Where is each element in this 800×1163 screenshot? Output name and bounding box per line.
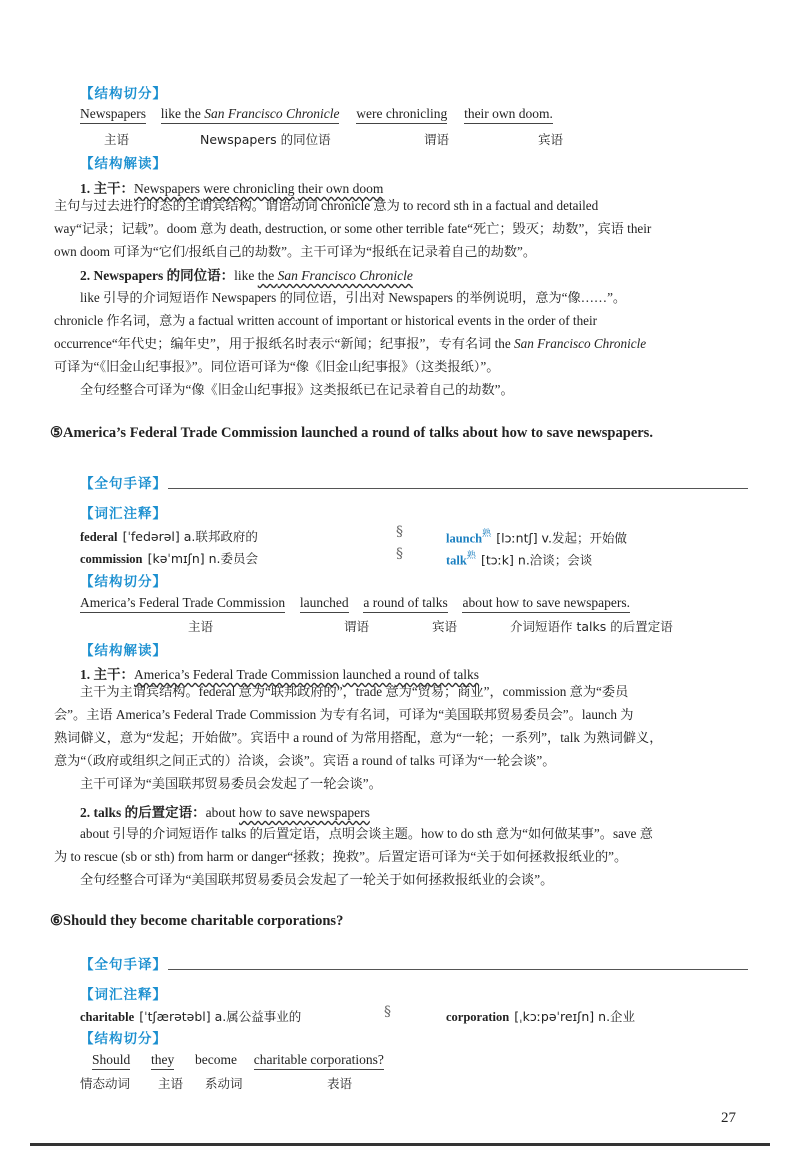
translate-label-s5: 【全句手译】 [80, 476, 167, 492]
s5-translation-line[interactable] [168, 488, 748, 489]
s6-role-linking-verb: 系动词 [205, 1076, 243, 1091]
s4-p2-body: like 引导的介词短语作 Newspapers 的同位语，引出对 Newspapers 的举例说明，意为“像……”。 chronicle 作名词，意为 a factual written account of important or historical events in the order of their occurrence“年代史；编年史”，用于报纸名时表示“新闻；纪事报”，专有名词 the San Francisco Chronicle 可译为“《旧金山纪事报》”。同位语可译为“像《旧金山纪事报》（这类报纸）”。 全句经整合可译为“像《旧金山纪事报》这类报纸已在记录着自己的劫数”。 [54, 290, 647, 397]
familiar-word-badge-icon: 熟 [466, 551, 476, 561]
vocab-divider-icon: § [396, 546, 403, 562]
s4-word-subject: Newspapers [80, 106, 146, 124]
s4-role-subject: 主语 [104, 132, 130, 147]
translate-label-s6: 【全句手译】 [80, 957, 167, 973]
s5-p1-heading: 1. 主干：America’s Federal Trade Commission launched a round of talks [80, 667, 479, 682]
s4-role-appositive: Newspapers 的同位语 [200, 132, 331, 147]
s6-sentence: ⑥Should they become charitable corporations? [50, 913, 344, 929]
vocab-divider-icon: § [396, 524, 403, 540]
vocab-label-s5: 【词汇注释】 [80, 506, 167, 522]
s5-vocab-commission: commission [kəˈmɪʃn] n.委员会 [80, 551, 259, 566]
familiar-word-badge-icon: 熟 [482, 529, 492, 539]
s5-role-attributive: 介词短语作 talks 的后置定语 [510, 619, 673, 634]
s6-structure-words: Should they become charitable corporations? [92, 1052, 384, 1070]
structure-label-s4: 【结构切分】 [80, 86, 167, 102]
footer-rule [30, 1143, 770, 1146]
s5-sentence: ⑤America’s Federal Trade Commission launched a round of talks about how to save newspapers. [50, 425, 653, 441]
s4-p2-heading: 2. Newspapers 的同位语：like the San Francisco Chronicle [80, 268, 413, 283]
s5-p2-heading: 2. talks 的后置定语：about how to save newspapers [80, 805, 370, 820]
s5-vocab-federal: federal [ˈfedərəl] a.联邦政府的 [80, 529, 258, 544]
s6-vocab-charitable: charitable [ˈtʃærətəbl] a.属公益事业的 [80, 1009, 302, 1024]
s5-p2-body: about 引导的介词短语作 talks 的后置定语，点明会谈主题。how to do sth 意为“如何做某事”。save 意 为 to rescue (sb or sth) from harm or danger“拯救；挽救”。后置定语可译为“关于如何拯救报纸业的”。 全句经整合可译为“美国联邦贸易委员会发起了一轮关于如何拯救报纸业的会谈”。 [54, 826, 653, 887]
structure-label-s5: 【结构切分】 [80, 574, 167, 590]
s6-translation-line[interactable] [168, 969, 748, 970]
structure-label-s6: 【结构切分】 [80, 1031, 167, 1047]
s5-vocab-talk: talk$^熟$ [tɔːk] n.洽谈；会谈 [446, 551, 593, 568]
s5-vocab-launch: launch$^熟$ [lɔːntʃ] v.发起；开始做 [446, 529, 627, 546]
vocab-label-s6: 【词汇注释】 [80, 987, 167, 1003]
s5-role-subject: 主语 [188, 619, 214, 634]
vocab-divider-icon: § [384, 1004, 391, 1020]
s4-word-appositive: like the San Francisco Chronicle [161, 106, 340, 124]
s4-word-predicate: were chronicling [356, 106, 447, 124]
s4-role-object: 宾语 [538, 132, 564, 147]
s4-structure-words [80, 106, 553, 124]
s4-word-object: their own doom. [464, 106, 553, 124]
analysis-label-s5: 【结构解读】 [80, 643, 167, 659]
s6-role-subject: 主语 [158, 1076, 184, 1091]
s6-vocab-corporation: corporation [ˌkɔːpəˈreɪʃn] n.企业 [446, 1009, 636, 1024]
s6-role-modal: 情态动词 [80, 1076, 131, 1091]
s4-role-predicate: 谓语 [424, 132, 450, 147]
s5-role-predicate: 谓语 [344, 619, 370, 634]
s5-structure-words: America’s Federal Trade Commission launched a round of talks about how to save newspapers. [80, 595, 630, 613]
s5-role-object: 宾语 [432, 619, 458, 634]
s5-p1-body: 主干为主谓宾结构。federal 意为“联邦政府的”，trade 意为“贸易；商业”，commission 意为“委员 会”。主语 America’s Federal Trade Commission 为专有名词，可译为“美国联邦贸易委员会”。launch 为 熟词僻义，意为“发起；开始做”。宾语中 a round of 为常用搭配，意为“一轮；一系列”，talk 为熟词僻义， 意为“（政府或组织之间正式的）洽谈，会谈”。宾语 a round of talks 可译为“一轮会谈”。 主干可译为“美国联邦贸易委员会发起了一轮会谈”。 [54, 684, 663, 791]
analysis-label-s4: 【结构解读】 [80, 156, 167, 172]
page-number: 27 [721, 1110, 736, 1126]
s4-p1-body: 主句与过去进行时态的主谓宾结构。谓语动词 chronicle 意为 to record sth in a factual and detailed way“记录；记载”。doom 意为 death, destruction, or some other terrible fate“死亡；毁灭；劫数”，宾语 their own doom 可译为“它们/报纸自己的劫数”。主干可译为“报纸在记录着自己的劫数”。 [54, 198, 652, 259]
s4-p1-heading: 1. 主干：Newspapers were chronicling their own doom [80, 181, 384, 196]
s6-role-predicative: 表语 [327, 1076, 353, 1091]
